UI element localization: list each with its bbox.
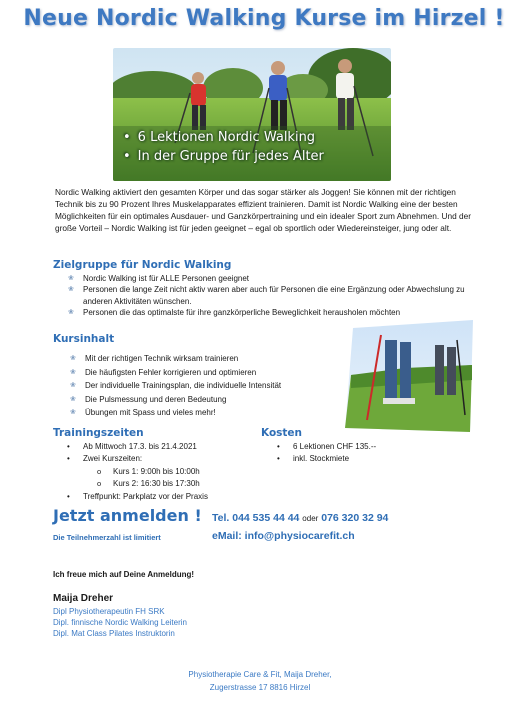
list-item: ❀ Die häufigsten Fehler korrigieren und optimieren [69,366,353,380]
list-item: • 6 Lektionen CHF 135.-- [271,441,441,453]
kosten-heading: Kosten [261,427,303,439]
credential-line: Dipl Physiotherapeutin FH SRK [53,607,165,616]
list-item: • Ab Mittwoch 17.3. bis 21.4.2021 [61,441,263,453]
list-item: ❀ Übungen mit Spass und vieles mehr! [69,406,353,420]
trainingszeiten-list [61,441,263,503]
signature-block [53,593,187,639]
kosten-section [261,427,441,466]
phone-line [212,512,388,524]
closing-line: Ich freue mich auf Deine Anmeldung! [53,570,195,579]
list-item: ❀ Nordic Walking ist für ALLE Personen geeignet [67,273,478,284]
oder-text: oder [302,514,319,523]
intro-paragraph: Nordic Walking aktiviert den gesamten Körper und das sogar stärker als Joggen! Sie können mit der richtigen Technik bis zu 90 Prozent Ihres Muskelapparates effizient trainieren. Damit ist Nordic Walking eine der besten Möglichkeiten für ein optimales Ausdauer- und Ganzkörpertraining und ein idealer Sport zum Abnehmen. Und der große Vorteil – Nordic Walking ist für jeden geeignet – egal ob sportlich oder Wiedereinsteiger, jung oder alt. [55,187,472,233]
list-item: • inkl. Stockmiete [271,453,441,465]
list-item: • Zwei Kurszeiten: [61,453,263,465]
credential-line: Dipl. finnische Nordic Walking Leiterin [53,618,187,627]
kursinhalt-list [69,352,353,420]
phone-number-2[interactable]: 076 320 32 94 [321,512,389,524]
list-item: ❀ Personen die lange Zeit nicht aktiv waren aber auch für Personen die eine Ergänzung oder Abwechslung zu anderen Aktivitäten wünschen. [67,284,478,307]
hero-bullet-1: • 6 Lektionen Nordic Walking [123,128,324,147]
hero-photo [113,48,391,181]
anmelden-heading: Jetzt anmelden ! [53,506,202,525]
phone-number-1[interactable]: Tel. 044 535 44 44 [212,512,300,524]
zielgruppe-section [53,259,478,319]
trainingszeiten-heading: Trainingszeiten [53,427,144,439]
list-item: o Kurs 1: 9:00h bis 10:00h [61,466,263,478]
page-title: Neue Nordic Walking Kurse im Hirzel ! [23,6,505,31]
zielgruppe-heading: Zielgruppe für Nordic Walking [53,259,232,271]
footer-address [160,668,360,694]
kursinhalt-section [53,333,353,420]
list-item: ❀ Die Pulsmessung und deren Bedeutung [69,393,353,407]
signature-name: Maija Dreher [53,593,114,604]
email-link[interactable]: eMail: info@physiocarefit.ch [212,530,355,542]
list-item: ❀ Der individuelle Trainingsplan, die individuelle Intensität [69,379,353,393]
footer-line-1: Physiotherapie Care & Fit, Maija Dreher, [188,670,332,679]
kursinhalt-heading: Kursinhalt [53,333,115,345]
list-item: • Treffpunkt: Parkplatz vor der Praxis [61,491,263,503]
kosten-list [271,441,441,466]
footer-line-2: Zugerstrasse 17 8816 Hirzel [209,683,311,692]
side-photo [345,320,475,440]
hero-bullets [123,128,324,166]
limit-note: Die Teilnehmerzahl ist limitiert [53,533,161,542]
list-item: o Kurs 2: 16:30 bis 17:30h [61,478,263,490]
credential-line: Dipl. Mat Class Pilates Instruktorin [53,629,175,638]
list-item: ❀ Personen die das optimalste für ihre ganzkörperliche Beweglichkeit herausholen möchten [67,307,478,318]
list-item: ❀ Mit der richtigen Technik wirksam trainieren [69,352,353,366]
zielgruppe-list [67,273,478,319]
walkers-legs-image [345,320,475,440]
hero-bullet-2: • In der Gruppe für jedes Alter [123,147,324,166]
trainingszeiten-section [53,427,263,503]
